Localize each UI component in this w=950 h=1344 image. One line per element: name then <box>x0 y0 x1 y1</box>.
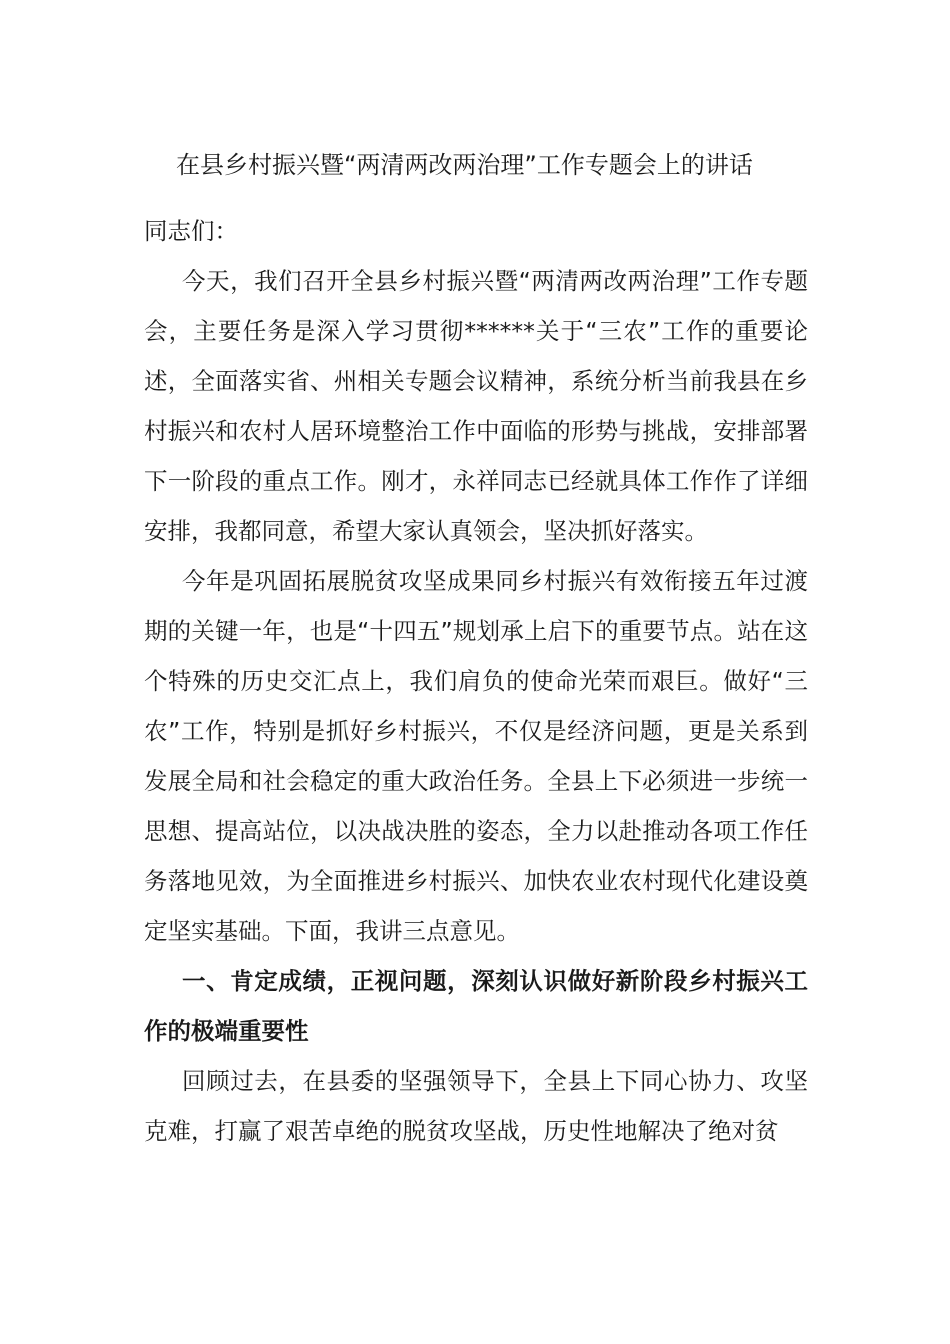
section-heading-1: 一、肯定成绩，正视问题，深刻认识做好新阶段乡村振兴工作的极端重要性 <box>144 967 808 1045</box>
salutation: 同志们： <box>144 217 238 245</box>
paragraph-review: 回顾过去，在县委的坚强领导下，全县上下同心协力、攻坚克难，打赢了艰苦卓绝的脱贫攻坚战，历史性地解决了绝对贫 <box>144 1067 808 1145</box>
paragraph-context: 今年是巩固拓展脱贫攻坚成果同乡村振兴有效衔接五年过渡期的关键一年，也是“十四五”规划承上启下的重要节点。站在这个特殊的历史交汇点上，我们肩负的使命光荣而艰巨。做好“三农”工作，特别是抓好乡村振兴，不仅是经济问题，更是关系到发展全局和社会稳定的重大政治任务。全县上下必须进一步统一思想、提高站位，以决战决胜的姿态，全力以赴推动各项工作任务落地见效，为全面推进乡村振兴、加快农业农村现代化建设奠定坚实基础。下面，我讲三点意见。 <box>144 567 808 945</box>
speech-body <box>144 206 808 1156</box>
speech-title: 在县乡村振兴暨“两清两改两治理”工作专题会上的讲话 <box>176 151 753 179</box>
paragraph-intro: 今天，我们召开全县乡村振兴暨“两清两改两治理”工作专题会，主要任务是深入学习贯彻******关于“三农”工作的重要论述，全面落实省、州相关专题会议精神，系统分析当前我县在乡村振兴和农村人居环境整治工作中面临的形势与挑战，安排部署下一阶段的重点工作。刚才，永祥同志已经就具体工作作了详细安排，我都同意，希望大家认真领会，坚决抓好落实。 <box>144 267 808 545</box>
